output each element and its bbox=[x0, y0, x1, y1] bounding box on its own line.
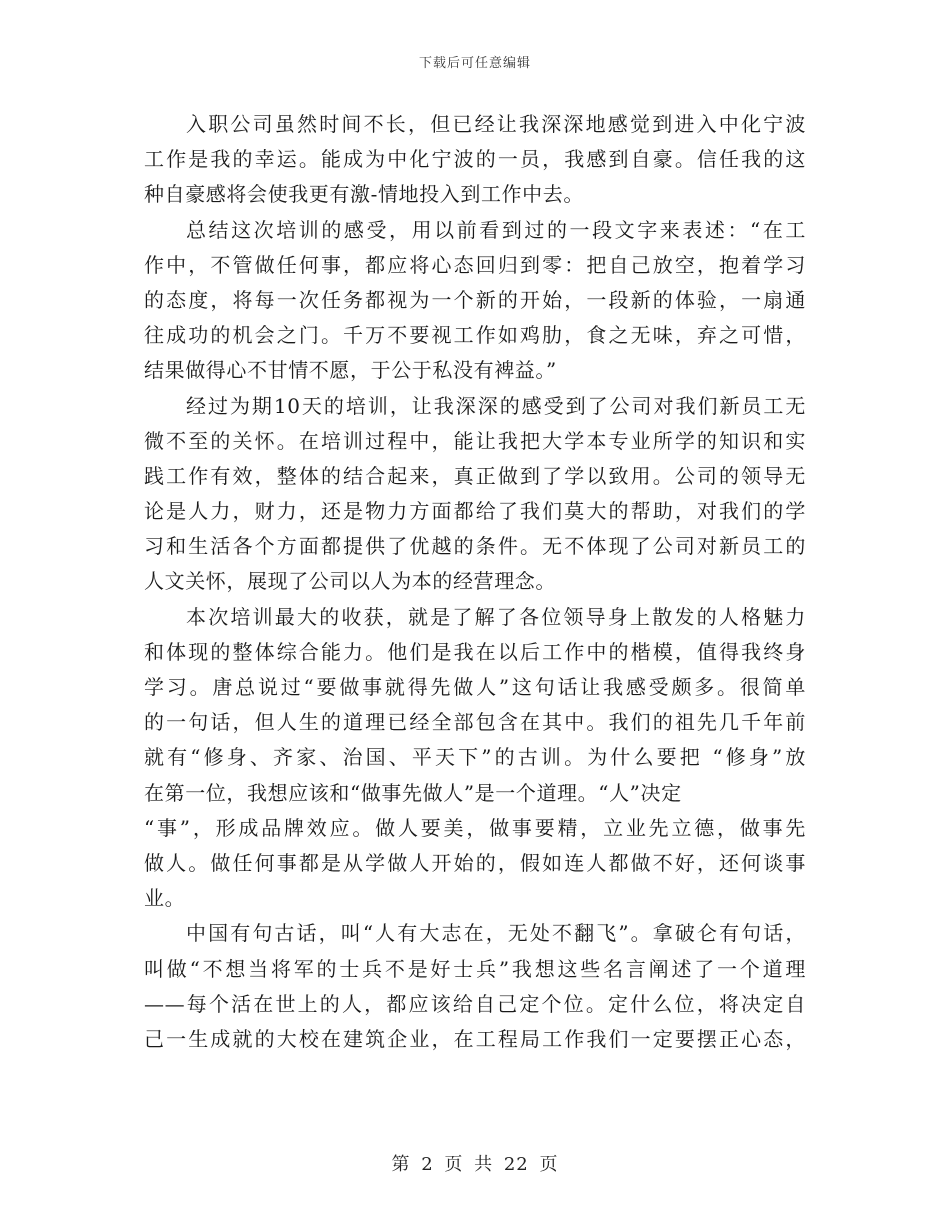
text-line: 己一生成就的大校在建筑企业，在工程局工作我们一定要摆正心态， bbox=[144, 1026, 806, 1051]
text-line: 就有“修身、齐家、治国、平天下”的古训。为什么要把 “修身”放 bbox=[144, 745, 806, 770]
text-line: 叫做“不想当将军的士兵不是好士兵”我想这些名言阐述了一个道理 bbox=[144, 956, 806, 981]
text-line: 经过为期10天的培训，让我深深的感受到了公司对我们新员工无 bbox=[186, 393, 806, 418]
text-line: 本次培训最大的收获，就是了解了各位领导身上散发的人格魅力 bbox=[186, 604, 806, 629]
page-number-footer: 第 2 页 共 22 页 bbox=[391, 1154, 559, 1175]
text-line: 往成功的机会之门。千万不要视工作如鸡肋，食之无味，弃之可惜， bbox=[144, 323, 806, 348]
text-line: 做人。做任何事都是从学做人开始的，假如连人都做不好，还何谈事 bbox=[144, 850, 806, 875]
page-header-note: 下载后可任意编辑 bbox=[418, 56, 531, 71]
text-line: 中国有句古话，叫“人有大志在，无处不翻飞”。拿破仑有句话， bbox=[186, 921, 806, 946]
text-line: 在第一位，我想应该和“做事先做人”是一个道理。“人”决定 bbox=[144, 780, 682, 805]
text-line: 论是人力，财力，还是物力方面都给了我们莫大的帮助，对我们的学 bbox=[144, 499, 806, 524]
text-line: 作中，不管做任何事，都应将心态回归到零：把自己放空，抱着学习 bbox=[144, 252, 806, 277]
text-line: “事”，形成品牌效应。做人要美，做事要精，立业先立德，做事先 bbox=[144, 815, 806, 840]
text-line: 结果做得心不甘情不愿，于公于私没有裨益。” bbox=[144, 358, 557, 383]
text-line: 人文关怀，展现了公司以人为本的经营理念。 bbox=[144, 569, 556, 594]
text-line: 的一句话，但人生的道理已经全部包含在其中。我们的祖先几千年前 bbox=[144, 710, 806, 735]
text-line: 业。 bbox=[144, 886, 186, 911]
text-line: 的态度，将每一次任务都视为一个新的开始，一段新的体验，一扇通 bbox=[144, 287, 806, 312]
text-line: 和体现的整体综合能力。他们是我在以后工作中的楷模，值得我终身 bbox=[144, 639, 806, 664]
text-line: 入职公司虽然时间不长，但已经让我深深地感觉到进入中化宁波 bbox=[186, 112, 806, 136]
document-body bbox=[144, 107, 806, 1057]
text-line: 践工作有效，整体的结合起来，真正做到了学以致用。公司的领导无 bbox=[144, 463, 806, 488]
text-line: 总结这次培训的感受，用以前看到过的一段文字来表述：“在工 bbox=[186, 217, 806, 242]
text-line: 习和生活各个方面都提供了优越的条件。无不体现了公司对新员工的 bbox=[144, 534, 806, 559]
text-line: 微不至的关怀。在培训过程中，能让我把大学本专业所学的知识和实 bbox=[144, 428, 806, 453]
text-line: 种自豪感将会使我更有激-情地投入到工作中去。 bbox=[144, 182, 584, 207]
text-line: 工作是我的幸运。能成为中化宁波的一员，我感到自豪。信任我的这 bbox=[144, 147, 806, 172]
text-line: 学习。唐总说过“要做事就得先做人”这句话让我感受颇多。很简单 bbox=[144, 675, 806, 699]
text-line: ——每个活在世上的人，都应该给自己定个位。定什么位，将决定自 bbox=[144, 991, 806, 1016]
